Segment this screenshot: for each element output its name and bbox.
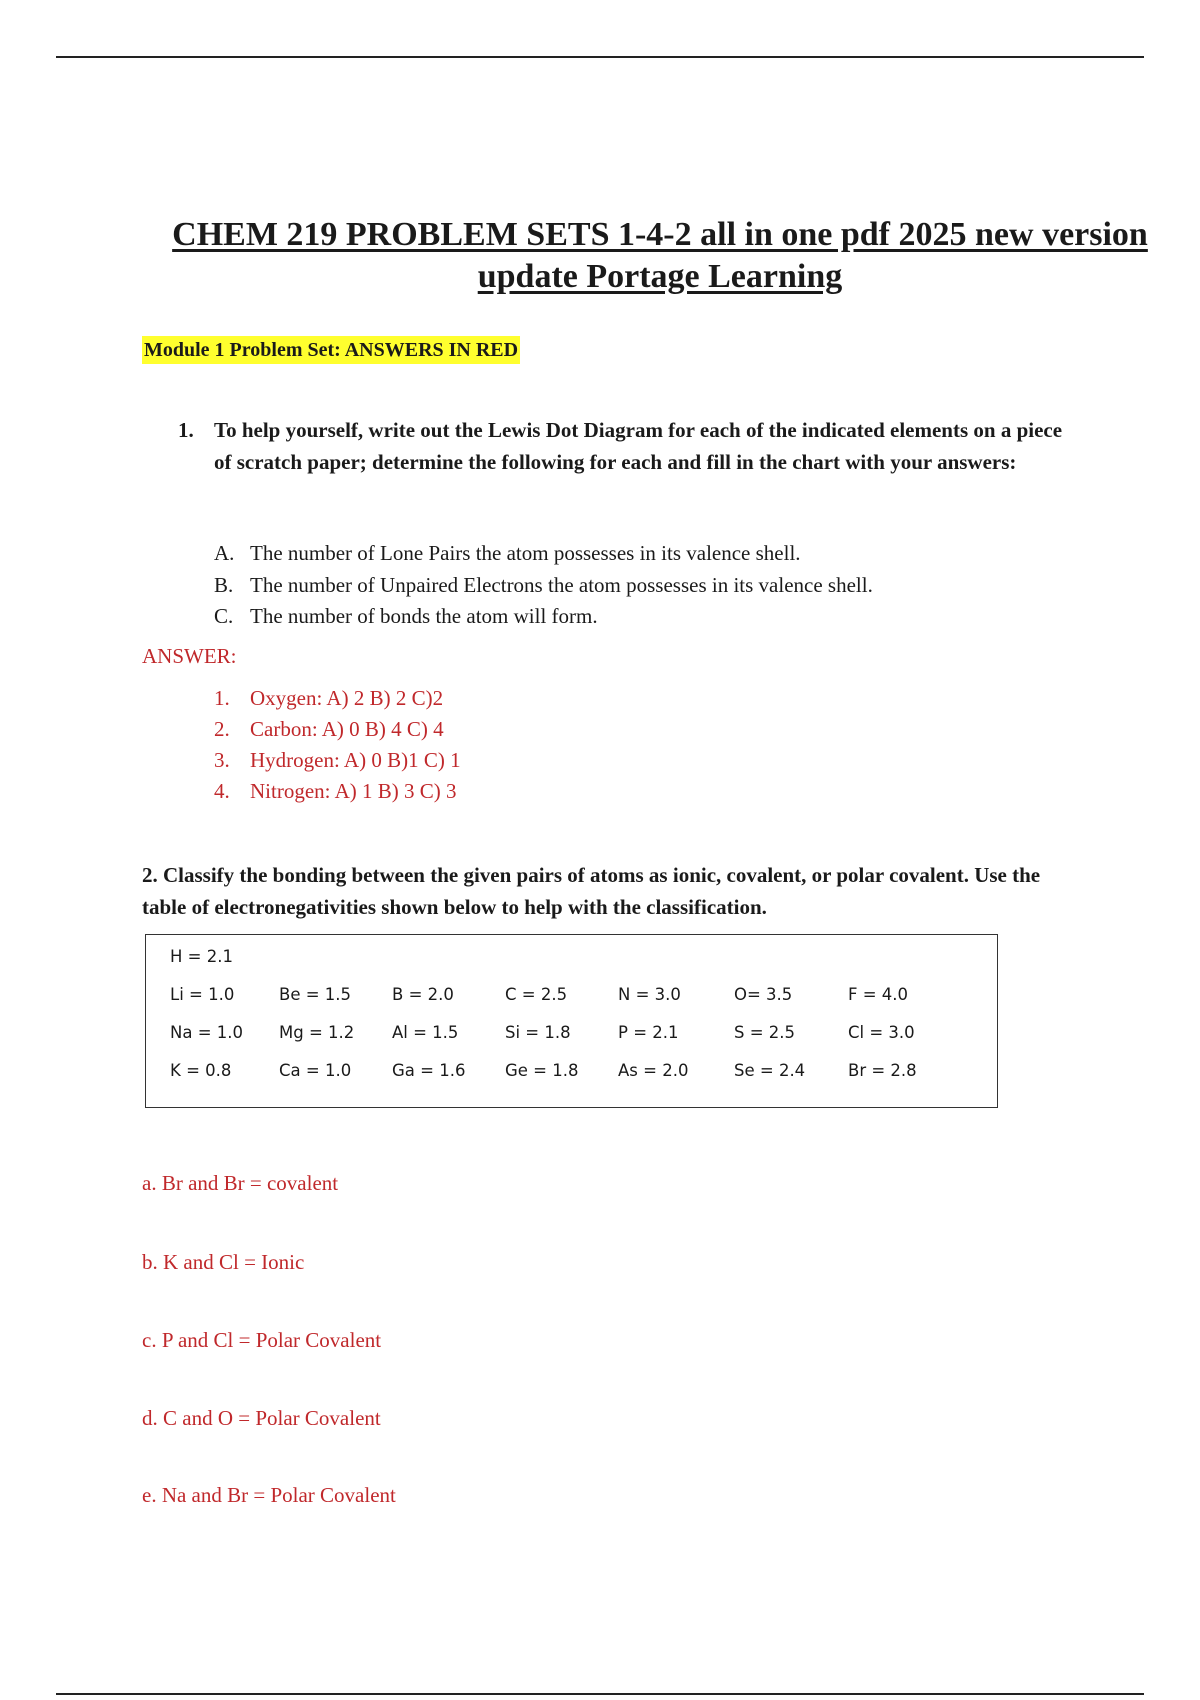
subitem-letter: B. <box>214 572 234 597</box>
question-1-subitems <box>214 538 873 633</box>
subitem-text: The number of Lone Pairs the atom possesses in its valence shell. <box>250 541 801 565</box>
question-1-number: 1. <box>178 418 194 442</box>
list-item <box>214 570 873 602</box>
answer-text: Oxygen: A) 2 B) 2 C)2 <box>250 686 444 710</box>
electronegativity-cell: Mg = 1.2 <box>279 1023 355 1042</box>
electronegativity-cell: P = 2.1 <box>618 1023 679 1042</box>
electronegativity-cell: Se = 2.4 <box>734 1061 806 1080</box>
document-title <box>140 214 1180 298</box>
electronegativity-cell: Li = 1.0 <box>170 985 235 1004</box>
electronegativity-table <box>145 934 998 1108</box>
answer-number: 3. <box>214 748 230 772</box>
electronegativity-cell: Be = 1.5 <box>279 985 352 1004</box>
subitem-text: The number of Unpaired Electrons the atom possesses in its valence shell. <box>250 572 873 597</box>
electronegativity-cell: F = 4.0 <box>848 985 909 1004</box>
title-line-1: CHEM 219 PROBLEM SETS 1-4-2 all in one pdf 2025 new version <box>172 216 1148 253</box>
subitem-text: The number of bonds the atom will form. <box>250 604 598 628</box>
module-heading: Module 1 Problem Set: ANSWERS IN RED <box>142 336 520 364</box>
answer-number: 2. <box>214 717 230 741</box>
subitem-letter: A. <box>214 541 235 565</box>
pair-answer: b. K and Cl = Ionic <box>142 1250 305 1274</box>
electronegativity-cell: Si = 1.8 <box>505 1023 571 1042</box>
answer-text: Hydrogen: A) 0 B)1 C) 1 <box>250 748 461 772</box>
question-2: 2. Classify the bonding between the given pairs of atoms as ionic, covalent, or polar covalent. Use the table of electronegativities shown below to help with the classification. <box>142 863 1041 919</box>
pair-answer: c. P and Cl = Polar Covalent <box>142 1328 382 1352</box>
electronegativity-cell: O= 3.5 <box>734 985 793 1004</box>
electronegativity-cell: Ca = 1.0 <box>279 1061 352 1080</box>
pair-answer: a. Br and Br = covalent <box>142 1171 339 1195</box>
answer-label: ANSWER: <box>142 644 237 668</box>
list-item <box>214 714 461 745</box>
answer-number: 1. <box>214 686 230 710</box>
electronegativity-cell: Br = 2.8 <box>848 1061 917 1080</box>
answer-number: 4. <box>214 779 230 803</box>
electronegativity-cell: B = 2.0 <box>392 985 454 1004</box>
title-line-2: update Portage Learning <box>477 258 843 295</box>
electronegativity-cell: Ge = 1.8 <box>505 1061 579 1080</box>
electronegativity-cell: K = 0.8 <box>170 1061 232 1080</box>
electronegativity-cell: S = 2.5 <box>734 1023 796 1042</box>
list-item <box>214 538 873 570</box>
answer-list <box>214 683 461 807</box>
electronegativity-cell: H = 2.1 <box>170 947 233 966</box>
bottom-rule <box>56 1693 1144 1695</box>
pair-answer: d. C and O = Polar Covalent <box>142 1406 381 1430</box>
electronegativity-cell: Na = 1.0 <box>170 1023 244 1042</box>
list-item <box>214 601 873 633</box>
pair-answer: e. Na and Br = Polar Covalent <box>142 1483 396 1507</box>
electronegativity-cell: N = 3.0 <box>618 985 681 1004</box>
question-1-text: To help yourself, write out the Lewis Dot Diagram for each of the indicated elements on a piece of scratch paper; determine the following for each and fill in the chart with your answers: <box>214 418 1063 474</box>
electronegativity-cell: C = 2.5 <box>505 985 568 1004</box>
answer-text: Carbon: A) 0 B) 4 C) 4 <box>250 717 444 741</box>
answer-text: Nitrogen: A) 1 B) 3 C) 3 <box>250 779 457 803</box>
list-item <box>214 683 461 714</box>
subitem-letter: C. <box>214 604 234 628</box>
question-1 <box>178 414 1078 478</box>
electronegativity-cell: As = 2.0 <box>618 1061 689 1080</box>
electronegativity-cell: Ga = 1.6 <box>392 1061 466 1080</box>
list-item <box>214 745 461 776</box>
top-rule <box>56 56 1144 58</box>
electronegativity-cell: Al = 1.5 <box>392 1023 459 1042</box>
list-item <box>214 776 461 807</box>
electronegativity-cell: Cl = 3.0 <box>848 1023 915 1042</box>
